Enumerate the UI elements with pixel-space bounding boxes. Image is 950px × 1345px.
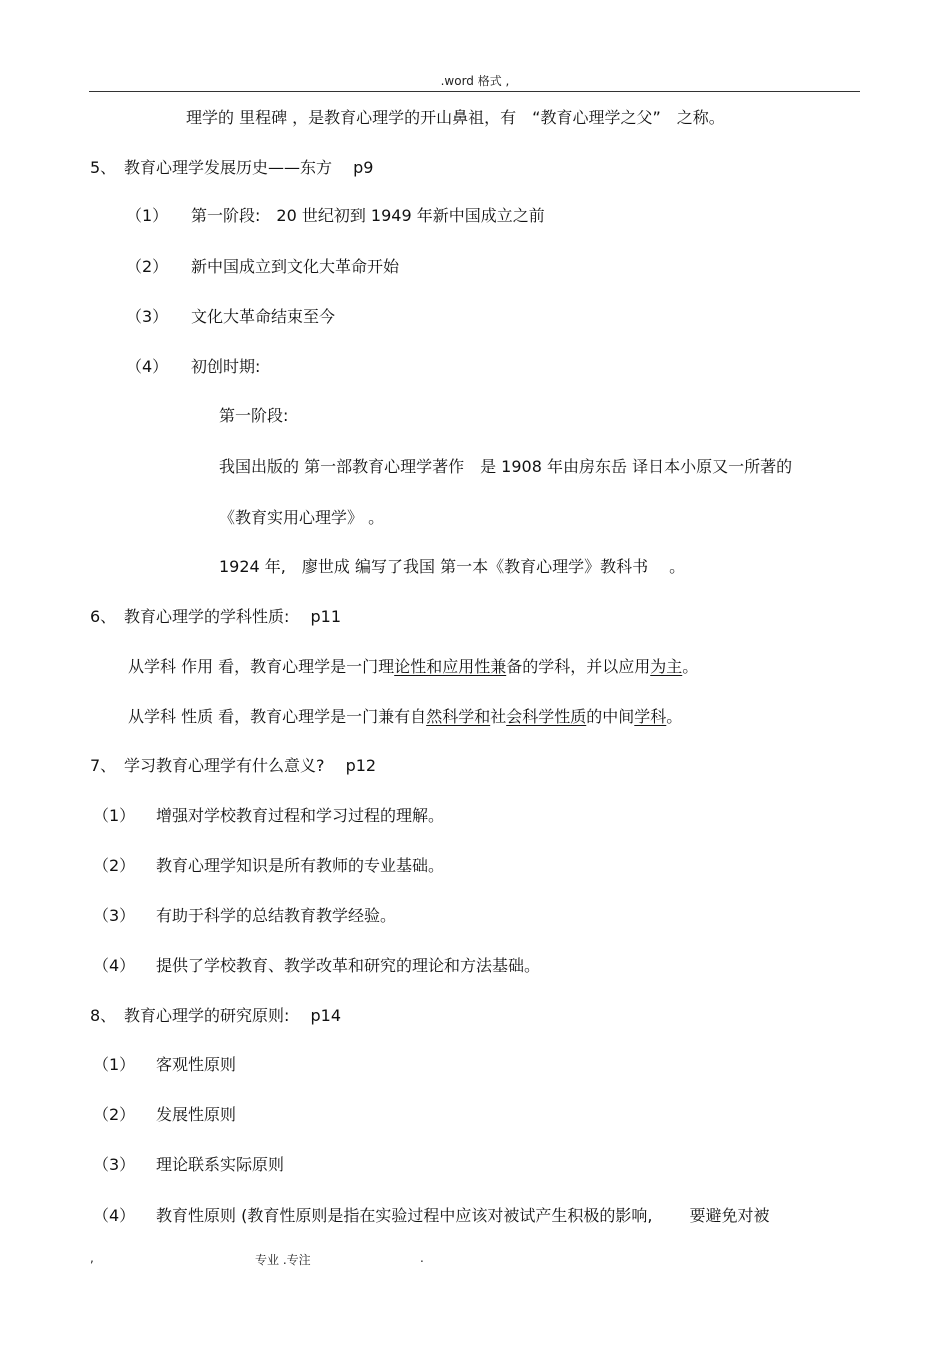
list-item (93, 806, 444, 826)
section-heading-5 (90, 158, 373, 178)
list-number: （2） (126, 257, 169, 276)
list-item (93, 956, 540, 976)
page-header: .word 格式 , (440, 74, 510, 88)
list-number: （2） (93, 1105, 136, 1124)
text-segment: 从学科 作用 看，教育心理学是一门理 (128, 657, 395, 676)
list-number: （3） (93, 1155, 136, 1174)
list-number: （1） (93, 1055, 136, 1074)
list-text: 有助于科学的总结教育教学经验。 (156, 906, 397, 925)
list-text: 新中国成立到文化大革命开始 (191, 257, 400, 276)
text-line: 1924 年, 廖世成 编写了我国 第一本《教育心理学》教科书 。 (219, 557, 686, 576)
underlined-text: 学科 (634, 707, 667, 726)
text-line: 《教育实用心理学》 。 (219, 508, 385, 527)
list-number: （2） (93, 856, 136, 875)
list-text: 第一阶段: 20 世纪初到 1949 年新中国成立之前 (191, 206, 545, 225)
section-heading-8 (90, 1006, 341, 1026)
text-line: 第一阶段: (219, 406, 289, 425)
header-rule (89, 91, 860, 92)
list-text: 增强对学校教育过程和学习过程的理解。 (156, 806, 445, 825)
text-segment: 的中间 (586, 707, 635, 726)
text-line: 理学的 里程碑 ，是教育心理学的开山鼻祖，有 “教育心理学之父” 之称。 (186, 108, 725, 127)
text-line (128, 657, 698, 677)
text-segment: 社 (490, 707, 507, 726)
section-title: 教育心理学的学科性质: p11 (124, 607, 341, 626)
list-item (93, 1206, 770, 1226)
section-title: 教育心理学的研究原则: p14 (124, 1006, 341, 1025)
list-text: 教育性原则 (教育性原则是指在实验过程中应该对被试产生积极的影响, 要避免对被 (156, 1206, 770, 1225)
list-item (126, 206, 545, 226)
list-number: （4） (126, 357, 169, 376)
underlined-text: 为主 (650, 657, 683, 676)
list-item (126, 257, 399, 277)
list-number: （4） (93, 1206, 136, 1225)
list-item (93, 906, 396, 926)
footer-right-mark: . (420, 1251, 424, 1265)
section-number: 5、 (90, 158, 117, 177)
section-number: 6、 (90, 607, 117, 626)
footer-left-mark: , (90, 1251, 94, 1265)
list-number: （4） (93, 956, 136, 975)
list-number: （1） (126, 206, 169, 225)
list-text: 文化大革命结束至今 (191, 307, 336, 326)
section-number: 7、 (90, 756, 117, 775)
list-text: 发展性原则 (156, 1105, 237, 1124)
list-number: （1） (93, 806, 136, 825)
text-segment: 从学科 性质 看，教育心理学是一门兼有自 (128, 707, 427, 726)
list-text: 客观性原则 (156, 1055, 237, 1074)
section-title: 教育心理学发展历史——东方 p9 (124, 158, 374, 177)
list-number: （3） (126, 307, 169, 326)
underlined-text: 会科学性质 (506, 707, 587, 726)
list-number: （3） (93, 906, 136, 925)
underlined-text: 论性和应用性兼 (394, 657, 507, 676)
section-number: 8、 (90, 1006, 117, 1025)
section-title: 学习教育心理学有什么意义? p12 (124, 756, 377, 775)
list-text: 理论联系实际原则 (156, 1155, 285, 1174)
list-item (93, 1155, 284, 1175)
text-segment: 。 (682, 657, 699, 676)
list-item (93, 1105, 236, 1125)
text-line (128, 707, 682, 727)
section-heading-7 (90, 756, 376, 776)
list-text: 初创时期: (191, 357, 261, 376)
footer-text: 专业 .专注 (255, 1253, 311, 1267)
list-item (126, 307, 335, 327)
list-item (126, 357, 260, 377)
list-text: 提供了学校教育、教学改革和研究的理论和方法基础。 (156, 956, 541, 975)
list-item (93, 1055, 236, 1075)
text-segment: 备的学科，并以应用 (506, 657, 651, 676)
text-line: 我国出版的 第一部教育心理学著作 是 1908 年由房东岳 译日本小原又一所著的 (219, 457, 793, 476)
text-segment: 。 (666, 707, 683, 726)
section-heading-6 (90, 607, 341, 627)
underlined-text: 然科学和 (426, 707, 491, 726)
list-item (93, 856, 444, 876)
list-text: 教育心理学知识是所有教师的专业基础。 (156, 856, 445, 875)
